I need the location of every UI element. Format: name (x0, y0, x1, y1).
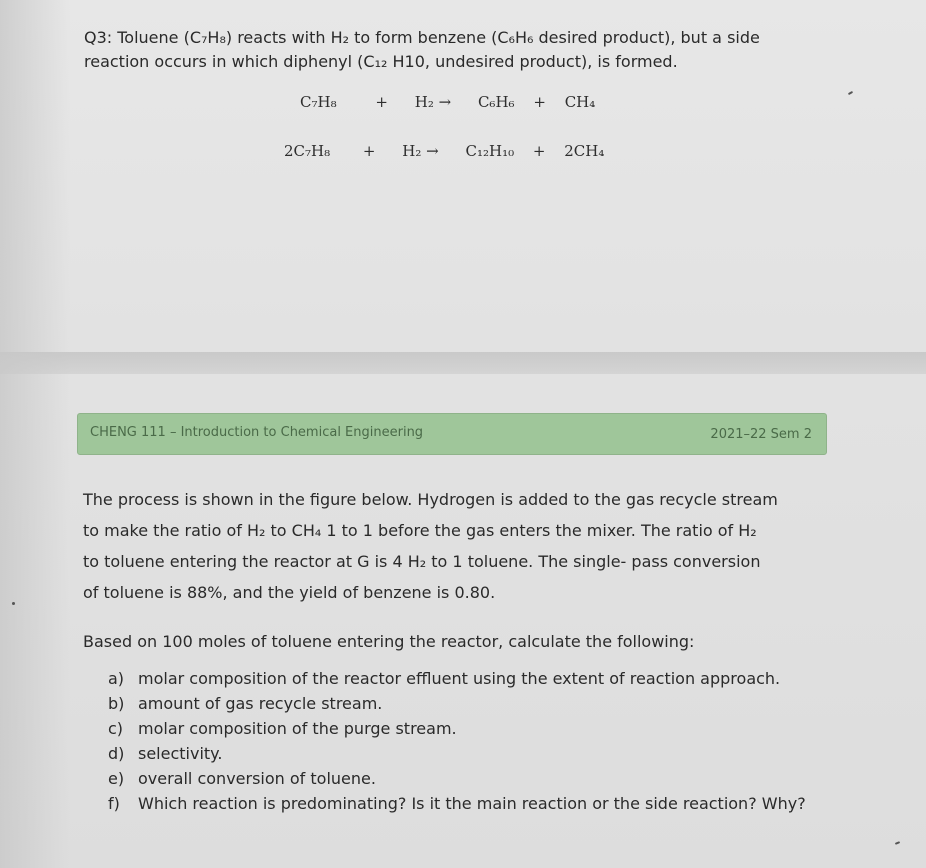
eq2-reactant-1: 2C₇H₈ (284, 142, 331, 160)
process-line-3: to toluene entering the reactor at G is 4 H₂ to 1 toluene. The single- pass conversion (83, 552, 761, 571)
process-description (83, 484, 828, 608)
list-item (108, 716, 838, 741)
part-label: e) (108, 769, 125, 788)
list-item (108, 766, 838, 791)
eq1-product-2: CH₄ (564, 93, 596, 111)
part-text: overall conversion of toluene. (138, 769, 376, 788)
course-name: CHENG 111 – Introduction to Chemical Engineering (90, 425, 424, 440)
question-title-line-1: Q3: Toluene (C₇H₈) reacts with H₂ to form benzene (C₆H₆ desired product), but a side (84, 28, 760, 47)
eq2-product-2: 2CH₄ (564, 142, 605, 160)
question-title-line-2: reaction occurs in which diphenyl (C₁₂ H10, undesired product), is formed. (84, 52, 678, 71)
part-text: selectivity. (138, 744, 223, 763)
list-item (108, 741, 838, 766)
stray-dot (12, 602, 15, 605)
eq2-plus-1: + (362, 142, 376, 160)
eq1-reactant-2: H₂ → (414, 93, 452, 111)
eq1-plus-2: + (533, 93, 546, 111)
eq1-plus-1: + (375, 93, 388, 111)
process-line-4: of toluene is 88%, and the yield of benzene is 0.80. (83, 583, 496, 602)
process-line-1: The process is shown in the figure below. Hydrogen is added to the gas recycle stream (83, 490, 778, 509)
list-item (108, 791, 838, 816)
part-text: Which reaction is predominating? Is it the main reaction or the side reaction? Why? (138, 794, 806, 813)
process-line-2: to make the ratio of H₂ to CH₄ 1 to 1 before the gas enters the mixer. The ratio of H₂ (83, 521, 757, 540)
part-label: d) (108, 744, 125, 763)
question-parts-list (108, 666, 838, 816)
part-label: c) (108, 719, 124, 738)
part-label: b) (108, 694, 125, 713)
part-label: f) (108, 794, 120, 813)
eq2-reactant-2: H₂ → (402, 142, 439, 160)
eq2-product-1: C₁₂H₁₀ (465, 142, 515, 160)
equation-1 (300, 93, 595, 111)
part-label: a) (108, 669, 125, 688)
semester-label: 2021–22 Sem 2 (710, 427, 812, 442)
page-separator-band (0, 352, 926, 374)
part-text: molar composition of the reactor effluent using the extent of reaction approach. (138, 669, 781, 688)
part-text: amount of gas recycle stream. (138, 694, 383, 713)
course-footer-bar (77, 413, 827, 455)
eq2-plus-2: + (532, 142, 546, 160)
equation-2 (284, 142, 604, 160)
page-shadow (0, 0, 70, 868)
part-text: molar composition of the purge stream. (138, 719, 457, 738)
list-item (108, 666, 838, 691)
calculation-basis: Based on 100 moles of toluene entering the reactor, calculate the following: (83, 632, 695, 651)
question-title (84, 26, 844, 74)
eq1-reactant-1: C₇H₈ (300, 93, 337, 111)
list-item (108, 691, 838, 716)
eq1-product-1: C₆H₆ (477, 93, 515, 111)
